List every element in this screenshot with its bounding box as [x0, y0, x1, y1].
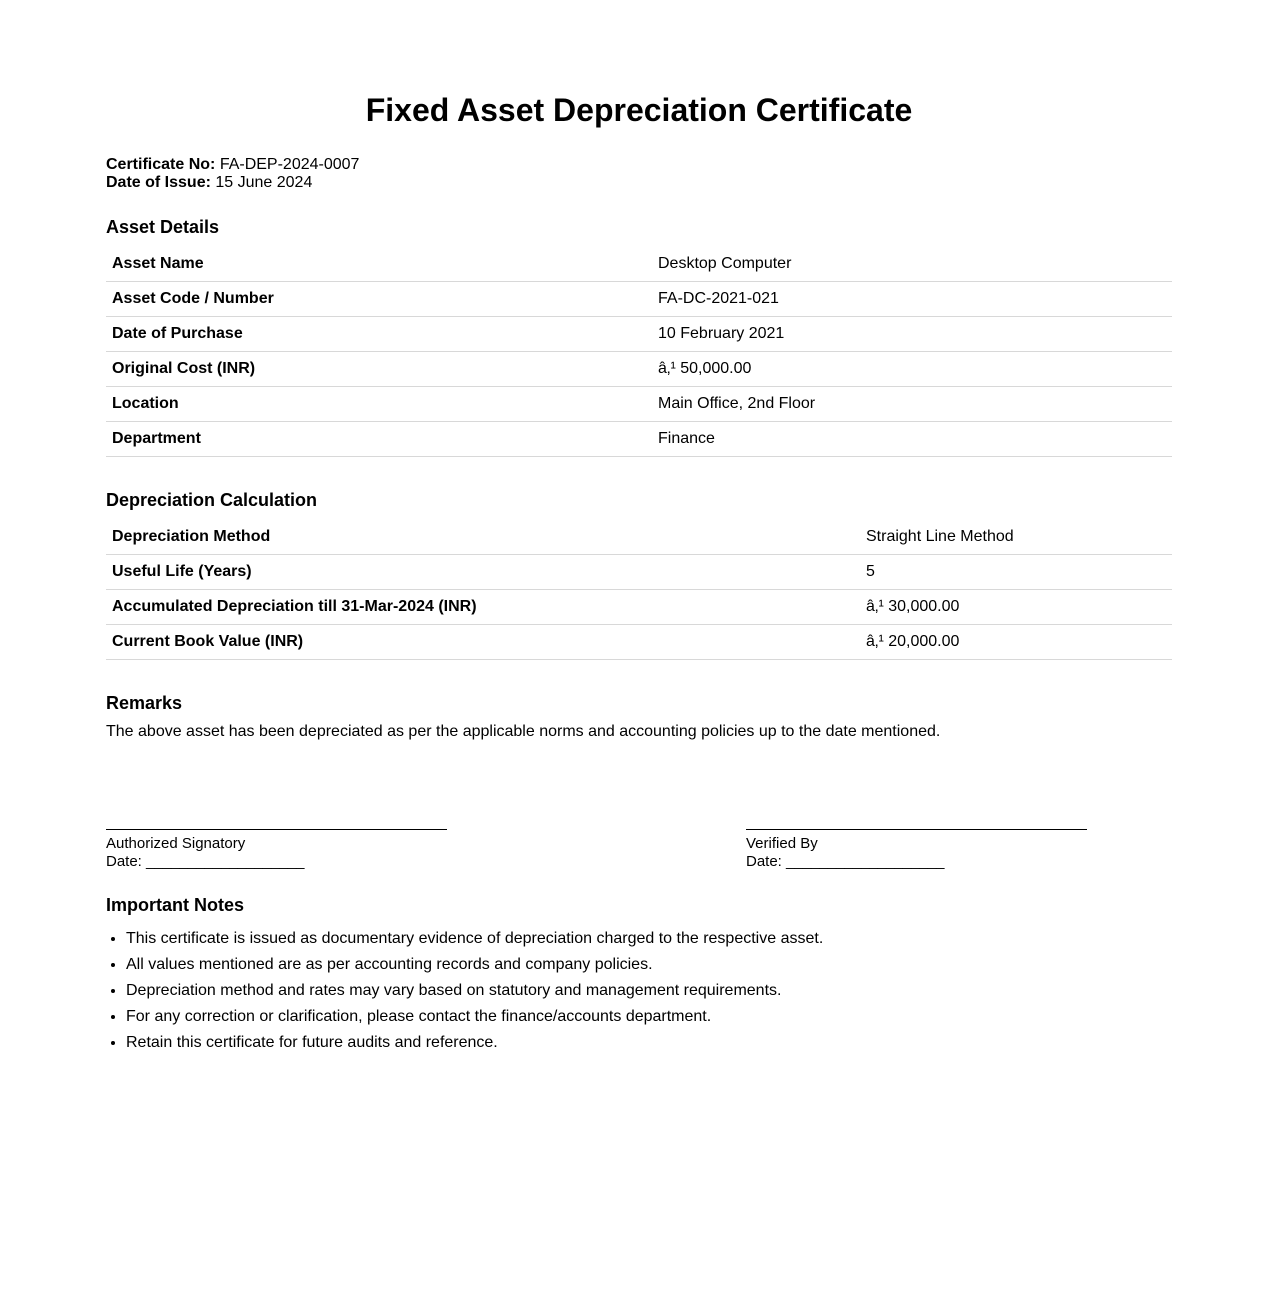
table-row: [106, 387, 1172, 422]
depreciation-method-value: Straight Line Method: [860, 520, 1172, 555]
asset-details-heading: Asset Details: [106, 217, 220, 237]
accumulated-depreciation-label: Accumulated Depreciation till 31-Mar-2024 (INR): [106, 590, 860, 625]
remarks-text: The above asset has been depreciated as per the applicable norms and accounting policies up to the date mentioned.: [106, 723, 941, 740]
location-label: Location: [106, 387, 652, 422]
issue-date-value: 15 June 2024: [215, 174, 313, 191]
verified-by-block: [746, 829, 1087, 871]
important-notes-list: [106, 926, 823, 1056]
department-value: Finance: [652, 422, 1172, 457]
useful-life-label: Useful Life (Years): [106, 555, 860, 590]
asset-name-label: Asset Name: [106, 247, 652, 282]
department-label: Department: [106, 422, 652, 457]
list-item: • Retain this certificate for future audits and reference.: [126, 1030, 823, 1056]
authorized-signatory-label: Authorized Signatory: [106, 835, 246, 852]
table-row: [106, 555, 1172, 590]
remarks-heading: Remarks: [106, 693, 183, 713]
book-value-value: â‚¹ 20,000.00: [860, 625, 1172, 660]
certificate-meta: [106, 156, 359, 192]
original-cost-label: Original Cost (INR): [106, 352, 652, 387]
list-item: • All values mentioned are as per accounting records and company policies.: [126, 952, 823, 978]
authorized-signatory-date: Date: ___________________: [106, 853, 305, 870]
asset-code-label: Asset Code / Number: [106, 282, 652, 317]
accumulated-depreciation-value: â‚¹ 30,000.00: [860, 590, 1172, 625]
certificate-number-row: [106, 156, 359, 174]
verified-by-label: Verified By: [746, 835, 818, 852]
depreciation-heading: Depreciation Calculation: [106, 490, 318, 510]
asset-code-value: FA-DC-2021-021: [652, 282, 1172, 317]
list-item: • For any correction or clarification, please contact the finance/accounts department.: [126, 1004, 823, 1030]
table-row: [106, 520, 1172, 555]
asset-details-table: [106, 247, 1172, 457]
page-title: Fixed Asset Depreciation Certificate: [365, 92, 913, 128]
original-cost-value: â‚¹ 50,000.00: [652, 352, 1172, 387]
book-value-label: Current Book Value (INR): [106, 625, 860, 660]
list-item: • Depreciation method and rates may vary based on statutory and management requirements.: [126, 978, 823, 1004]
depreciation-method-label: Depreciation Method: [106, 520, 860, 555]
certificate-number-label: Certificate No:: [106, 156, 216, 173]
verified-by-date: Date: ___________________: [746, 853, 945, 870]
certificate-number-value: FA-DEP-2024-0007: [219, 156, 360, 173]
asset-name-value: Desktop Computer: [652, 247, 1172, 282]
purchase-date-label: Date of Purchase: [106, 317, 652, 352]
issue-date-label: Date of Issue:: [106, 174, 211, 191]
important-notes-heading: Important Notes: [106, 895, 245, 915]
table-row: [106, 282, 1172, 317]
table-row: [106, 590, 1172, 625]
table-row: [106, 352, 1172, 387]
location-value: Main Office, 2nd Floor: [652, 387, 1172, 422]
authorized-signatory-block: [106, 829, 447, 871]
list-item: • This certificate is issued as documentary evidence of depreciation charged to the respective asset.: [126, 926, 823, 952]
issue-date-row: [106, 174, 359, 192]
table-row: [106, 317, 1172, 352]
useful-life-value: 5: [860, 555, 1172, 590]
depreciation-table: [106, 520, 1172, 660]
purchase-date-value: 10 February 2021: [652, 317, 1172, 352]
table-row: [106, 625, 1172, 660]
table-row: [106, 422, 1172, 457]
table-row: [106, 247, 1172, 282]
